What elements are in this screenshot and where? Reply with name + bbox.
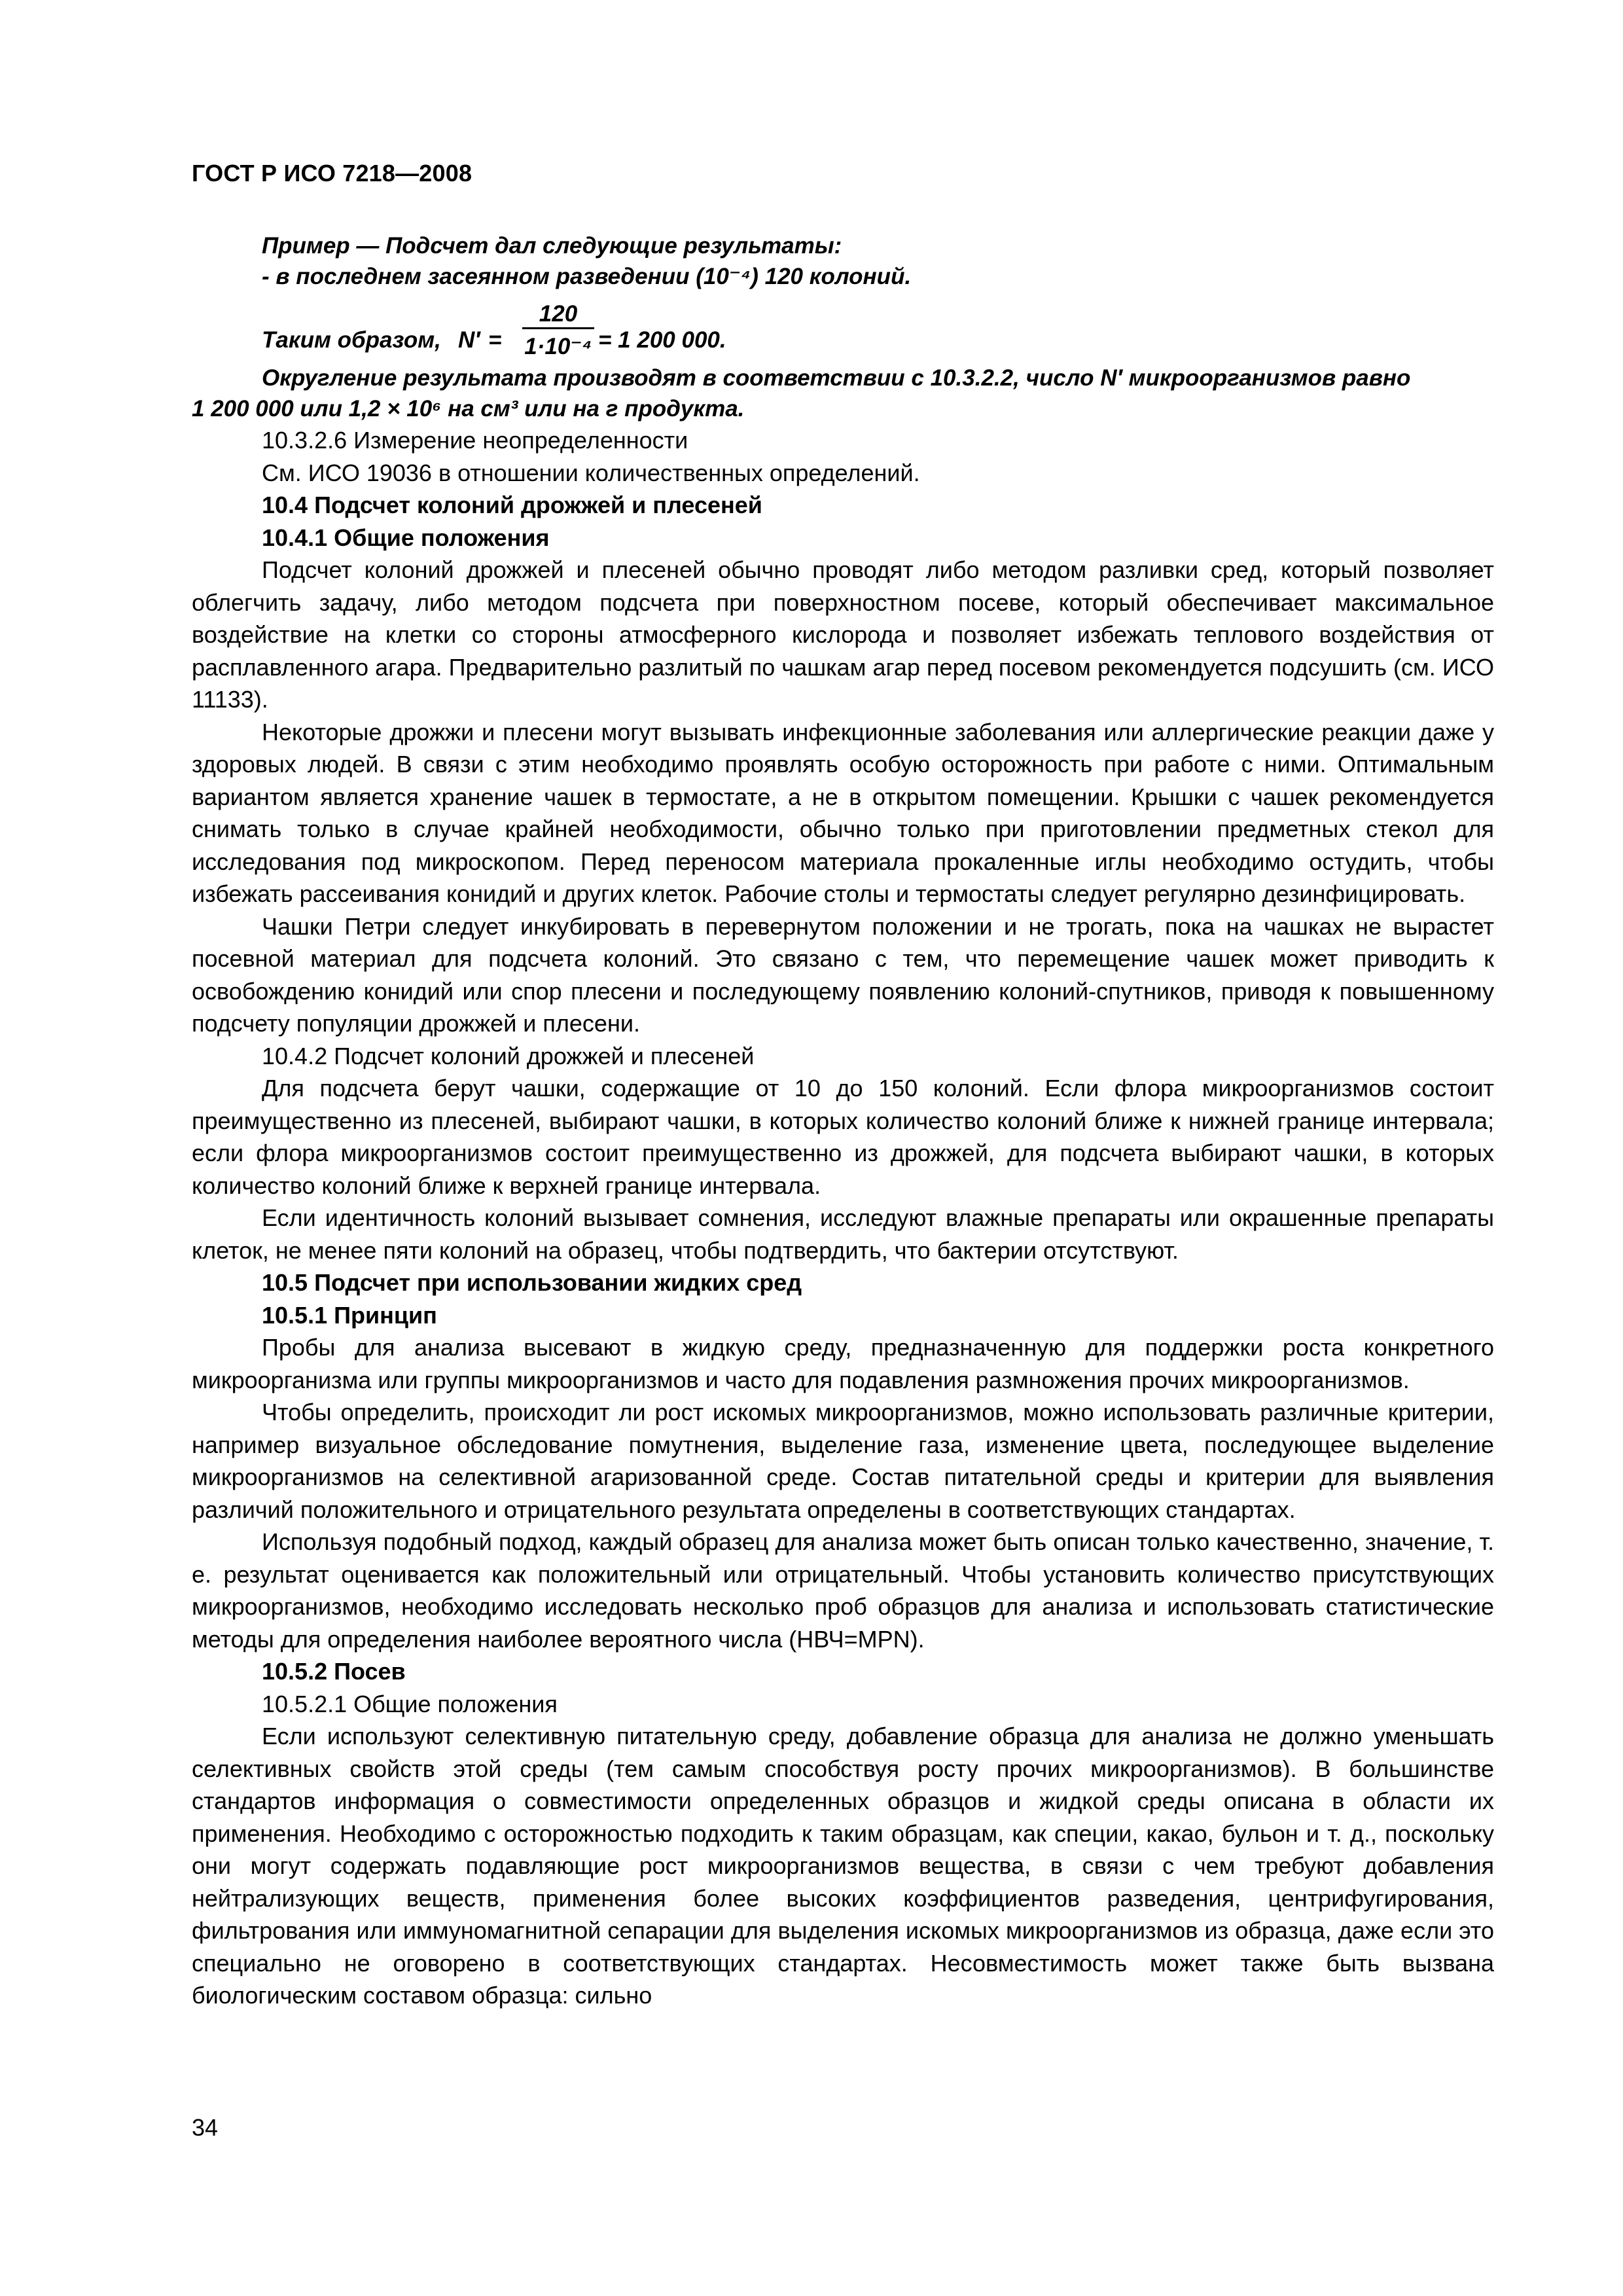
- paragraph: Если используют селективную питательную среду, добавление образца для анализа не должно уменьшать селективных свойств этой среды (тем самым способствуя росту прочих микроорганизмов). В большинстве стандартов информация о совместимости определенных образцов и жидкой среды описана в области их применения. Необходимо с осторожностью подходить к таким образцам, как специи, какао, бульон и т. д., поскольку они могут содержать подавляющие рост микроорганизмов вещества, в связи с чем требуют добавления нейтрализующих веществ, применения более высоких коэффициентов разведения, центрифугирования, фильтрования или иммуномагнитной сепарации для выделения искомых микроорганизмов из образца, даже если это специально не оговорено в соответствующих стандартах. Несовместимость может также быть вызвана биологическим составом образца: сильно: [192, 1723, 1494, 2009]
- formula-result: = 1 200 000.: [598, 327, 726, 353]
- formula-equals: =: [488, 327, 502, 353]
- section-heading: 10.4 Подсчет колоний дрожжей и плесеней: [262, 492, 762, 518]
- paragraph: Чашки Петри следует инкубировать в перевернутом положении и не трогать, пока на чашках не вырастет посевной материал для подсчета колоний. Это связано с тем, что перемещение чашек может приводить к освобождению конидий или спор плесени и последующему появлению колоний-спутников, приводя к повышенному подсчету популяции дрожжей и плесени.: [192, 912, 1494, 1037]
- example-title: Пример — Подсчет дал следующие результаты:: [262, 233, 842, 259]
- paragraph: Чтобы определить, происходит ли рост искомых микроорганизмов, можно использовать различные критерии, например визуальное обследование помутнения, выделение газа, изменение цвета, последующее выделение микроорганизмов на селективной агаризованной среде. Состав питательной среды и критерии для выявления различий положительного и отрицательного результата определены в соответствующих стандартах.: [192, 1399, 1494, 1523]
- example-item: - в последнем засеянном разведении (10⁻⁴) 120 колоний.: [262, 264, 912, 289]
- rounding-note-line2: 1 200 000 или 1,2 × 10⁶ на см³ или на г продукта.: [192, 396, 745, 422]
- fraction-bar: [522, 327, 594, 329]
- paragraph: Для подсчета берут чашки, содержащие от 10 до 150 колоний. Если флора микроорганизмов состоит преимущественно из плесеней, выбирают чашки, в которых количество колоний ближе к нижней границе интервала; если флора микроорганизмов состоит преимущественно из дрожжей, для подсчета выбирают чашки, в которых количество колоний ближе к верхней границе интервала.: [192, 1075, 1494, 1199]
- clause-title: 10.5.2.1 Общие положения: [262, 1690, 558, 1717]
- clause-title: 10.4.2 Подсчет колоний дрожжей и плесеней: [262, 1042, 755, 1069]
- subsection-heading: 10.4.1 Общие положения: [262, 524, 550, 551]
- example-block: [192, 230, 1499, 424]
- clause-title: 10.3.2.6 Измерение неопределенности: [262, 427, 688, 454]
- formula: [262, 292, 1499, 357]
- paragraph: Некоторые дрожжи и плесени могут вызывать инфекционные заболевания или аллергические реакции даже у здоровых людей. В связи с этим необходимо проявлять особую осторожность при работе с ними. Оптимальным вариантом является хранение чашек в термостате, а не в открытом помещении. Крышки с чашек рекомендуется снимать только в случае крайней необходимости, обычно только при приготовлении предметных стекол для исследования под микроскопом. Перед переносом материала прокаленные иглы необходимо остудить, чтобы избежать рассеивания конидий и других клеток. Рабочие столы и термостаты следует регулярно дезинфицировать.: [192, 718, 1494, 907]
- paragraph: Пробы для анализа высевают в жидкую среду, предназначенную для поддержки роста конкретного микроорганизма или группы микроорганизмов и часто для подавления размножения прочих микроорганизмов.: [192, 1334, 1494, 1393]
- body-text: [192, 424, 1494, 2012]
- section-heading: 10.5 Подсчет при использовании жидких сред: [262, 1269, 802, 1296]
- paragraph: Подсчет колоний дрожжей и плесеней обычно проводят либо методом разливки сред, который позволяет облегчить задачу, либо методом подсчета при поверхностном посеве, который обеспечивает максимальное воздействие на клетки со стороны атмосферного кислорода и позволяет избежать теплового воздействия от расплавленного агара. Предварительно разлитый по чашкам агар перед посевом рекомендуется подсушить (см. ИСО 11133).: [192, 556, 1494, 713]
- formula-denominator: 1·10⁻⁴: [524, 334, 592, 359]
- formula-variable: N′: [458, 327, 480, 353]
- paragraph: Используя подобный подход, каждый образец для анализа может быть описан только качественно, значение, т. е. результат оценивается как положительный или отрицательный. Чтобы установить количество присутствующих микроорганизмов, необходимо исследовать несколько проб образцов для анализа и использовать статистические методы для определения наиболее вероятного числа (НВЧ=MPN).: [192, 1528, 1494, 1653]
- formula-label: Таким образом,: [262, 327, 441, 353]
- subsection-heading: 10.5.1 Принцип: [262, 1301, 437, 1329]
- subsection-heading: 10.5.2 Посев: [262, 1658, 406, 1685]
- paragraph: Если идентичность колоний вызывает сомнения, исследуют влажные препараты или окрашенные препараты клеток, не менее пяти колоний на образец, чтобы подтвердить, что бактерии отсутствуют.: [192, 1204, 1494, 1264]
- page-number: 34: [192, 2114, 219, 2141]
- standard-header: ГОСТ Р ИСО 7218—2008: [192, 160, 473, 187]
- paragraph: См. ИСО 19036 в отношении количественных определений.: [262, 459, 920, 486]
- formula-numerator: 120: [539, 301, 578, 327]
- rounding-note-line1: Округление результата производят в соответствии с 10.3.2.2, число N′ микроорганизмов равно: [262, 365, 1411, 391]
